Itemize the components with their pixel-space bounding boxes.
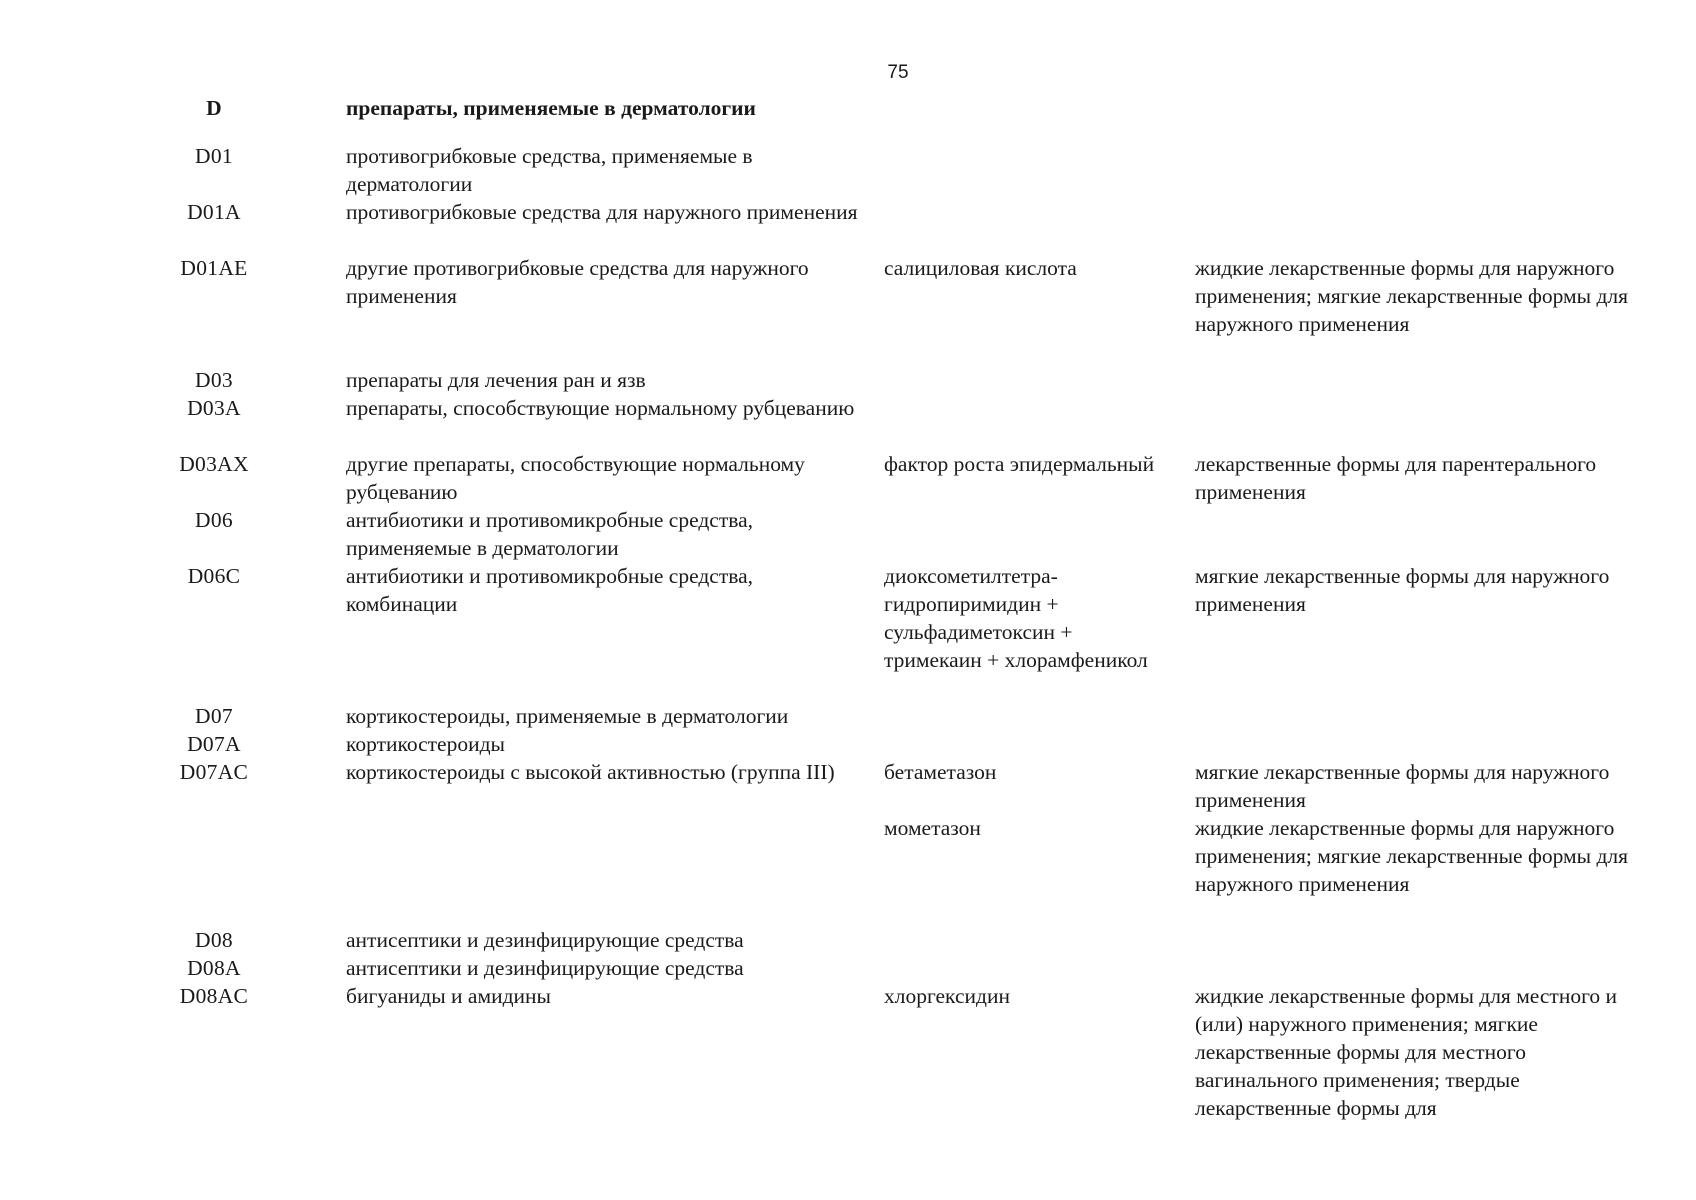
- group-name-cell: другие препараты, способствующие нормальному рубцеванию: [346, 452, 805, 504]
- drug-name-cell: мометазон: [884, 816, 981, 840]
- group-name-cell: антисептики и дезинфицирующие средства: [346, 928, 744, 952]
- atc-code-cell: D06: [195, 508, 233, 532]
- dosage-form-cell: жидкие лекарственные формы для наружного применения; мягкие лекарственные формы для наружного применения: [1195, 816, 1629, 896]
- table-row: [0, 366, 1696, 394]
- group-name-cell: антибиотики и противомикробные средства, комбинации: [346, 564, 754, 616]
- group-name-cell: противогрибковые средства для наружного применения: [346, 200, 858, 224]
- group-name-cell: противогрибковые средства, применяемые в дерматологии: [346, 144, 753, 196]
- drug-name-cell: салициловая кислота: [884, 256, 1077, 280]
- drug-name-cell: диоксометилтетра-гидропиримидин + сульфадиметоксин + тримекаин + хлорамфеникол: [884, 564, 1148, 672]
- atc-code-cell: D07: [195, 704, 233, 728]
- atc-code-cell: D08A: [187, 956, 241, 980]
- atc-code-cell: D07A: [187, 732, 241, 756]
- atc-code-cell: D03: [195, 368, 233, 392]
- atc-code-cell: D03AX: [179, 452, 249, 476]
- table-row: [0, 394, 1696, 450]
- drug-name-cell: бетаметазон: [884, 760, 997, 784]
- atc-code-cell: D03A: [187, 396, 241, 420]
- atc-code-cell: D08: [195, 928, 233, 952]
- group-name-cell: препараты, способствующие нормальному рубцеванию: [346, 396, 855, 420]
- table-row: [0, 758, 1696, 814]
- table-row: [0, 954, 1696, 982]
- group-name-cell: кортикостероиды, применяемые в дерматологии: [346, 704, 789, 728]
- table-row: [0, 562, 1696, 702]
- table-row: [0, 982, 1696, 1122]
- table-row: [0, 450, 1696, 506]
- table-row: [0, 254, 1696, 366]
- atc-code-cell: D01AE: [180, 256, 248, 280]
- dosage-form-cell: мягкие лекарственные формы для наружного применения: [1195, 564, 1610, 616]
- atc-code-cell: D07AC: [179, 760, 249, 784]
- drug-name-cell: фактор роста эпидермальный: [884, 452, 1155, 476]
- group-name-cell: бигуаниды и амидины: [346, 984, 551, 1008]
- drug-name-cell: хлоргексидин: [884, 984, 1010, 1008]
- group-name-cell: антисептики и дезинфицирующие средства: [346, 956, 744, 980]
- drug-classification-table: [0, 94, 1696, 1122]
- page-number: [0, 62, 1696, 84]
- table-row: [0, 926, 1696, 954]
- table-row: [0, 814, 1696, 926]
- page-number-text: 75: [887, 62, 909, 83]
- dosage-form-cell: жидкие лекарственные формы для местного и (или) наружного применения; мягкие лекарственные формы для местного вагинального применения; твердые лекарственные формы для: [1195, 984, 1617, 1120]
- table-row: [0, 94, 1696, 142]
- group-name-cell: антибиотики и противомикробные средства, применяемые в дерматологии: [346, 508, 754, 560]
- table-row: [0, 142, 1696, 198]
- group-name-cell: препараты для лечения ран и язв: [346, 368, 646, 392]
- dosage-form-cell: лекарственные формы для парентерального применения: [1195, 452, 1597, 504]
- dosage-form-cell: мягкие лекарственные формы для наружного применения: [1195, 760, 1610, 812]
- atc-code-cell: D: [206, 96, 222, 120]
- table-row: [0, 702, 1696, 730]
- atc-code-cell: D08AC: [179, 984, 249, 1008]
- table-row: [0, 506, 1696, 562]
- atc-code-cell: D01: [195, 144, 233, 168]
- atc-code-cell: D01A: [187, 200, 241, 224]
- atc-code-cell: D06C: [187, 564, 241, 588]
- group-name-cell: другие противогрибковые средства для наружного применения: [346, 256, 809, 308]
- group-name-cell: кортикостероиды: [346, 732, 505, 756]
- dosage-form-cell: жидкие лекарственные формы для наружного применения; мягкие лекарственные формы для наружного применения: [1195, 256, 1629, 336]
- table-row: [0, 730, 1696, 758]
- table-row: [0, 198, 1696, 254]
- group-name-cell: кортикостероиды с высокой активностью (группа III): [346, 760, 835, 784]
- group-name-cell: препараты, применяемые в дерматологии: [346, 96, 756, 120]
